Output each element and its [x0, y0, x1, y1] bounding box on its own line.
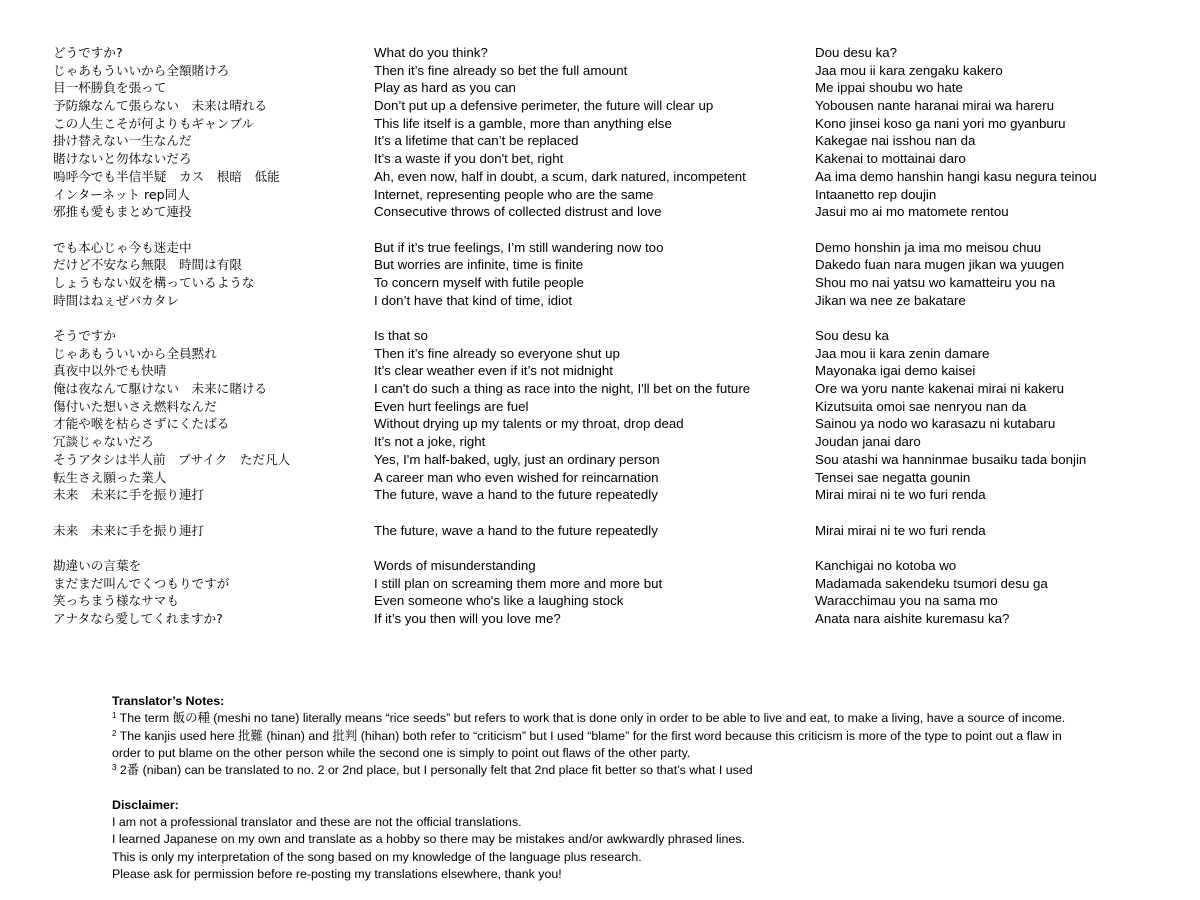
lyric-english: I can't do such a thing as race into the night, I'll bet on the future [374, 381, 751, 397]
disclaimer-line: This is only my interpretation of the song based on my knowledge of the language plus research. [112, 849, 642, 864]
lyric-japanese: 嗚呼今でも半信半疑 カス 根暗 低能 [53, 168, 280, 184]
lyric-japanese: そうアタシは半人前 ブサイク ただ凡人 [53, 451, 291, 467]
lyric-row [0, 132, 1200, 150]
lyric-english: The future, wave a hand to the future repeatedly [374, 487, 658, 503]
lyric-japanese: どうですか? [53, 45, 123, 60]
lyric-english: What do you think? [374, 45, 488, 60]
lyric-english: But worries are infinite, time is finite [374, 257, 584, 273]
lyric-english: This life itself is a gamble, more than anything else [374, 115, 672, 131]
lyric-english: To concern myself with futile people [374, 274, 584, 290]
disclaimer-line: Please ask for permission before re-posting my translations elsewhere, thank you! [112, 866, 562, 881]
lyric-row [0, 433, 1200, 451]
lyric-english: It’s not a joke, right [374, 434, 486, 450]
lyric-row [0, 150, 1200, 168]
lyric-romaji: Kono jinsei koso ga nani yori mo gyanburu [815, 115, 1066, 131]
disclaimer-line: I learned Japanese on my own and translate as a hobby so there may be mistakes and/or awkwardly phrased lines. [112, 832, 745, 847]
lyric-japanese: 時間はねぇぜバカタレ [53, 292, 179, 308]
lyric-japanese: まだまだ叫んでくつもりですが [53, 575, 230, 591]
lyric-romaji: Jasui mo ai mo matomete rentou [815, 204, 1009, 220]
lyric-romaji: Mirai mirai ni te wo furi renda [815, 522, 986, 538]
stanza-gap [0, 309, 1200, 327]
lyric-romaji: Yobousen nante haranai mirai wa hareru [815, 98, 1055, 114]
lyric-romaji: Kakegae nai isshou nan da [815, 133, 976, 149]
lyric-row [0, 274, 1200, 292]
translator-notes-heading: Translator’s Notes: [112, 694, 225, 708]
lyric-english: Then it’s fine already so bet the full amount [374, 62, 628, 78]
lyric-romaji: Jaa mou ii kara zenin damare [815, 345, 990, 361]
lyric-english: Even someone who's like a laughing stock [374, 593, 624, 609]
lyric-romaji: Mirai mirai ni te wo furi renda [815, 487, 986, 503]
lyric-japanese: 転生さえ願った業人 [53, 469, 167, 485]
note-marker: 2 [112, 728, 117, 738]
lyric-row [0, 186, 1200, 204]
lyric-row [0, 239, 1200, 257]
lyric-japanese: そうですか [53, 328, 116, 343]
lyric-japanese: 笑っちまう様なサマも [53, 593, 179, 609]
lyric-romaji: Joudan janai daro [815, 434, 921, 450]
lyric-english: It’s a waste if you don't bet, right [374, 151, 564, 167]
lyric-english: It’s a lifetime that can’t be replaced [374, 133, 579, 149]
lyric-japanese: 傷付いた想いさえ燃料なんだ [53, 398, 217, 414]
lyric-row [0, 62, 1200, 80]
lyric-row [0, 345, 1200, 363]
lyric-romaji: Jikan wa nee ze bakatare [815, 292, 966, 308]
notes-section [112, 693, 1087, 883]
lyric-japanese: だけど不安なら無限 時間は有限 [53, 257, 242, 273]
lyric-row [0, 97, 1200, 115]
lyric-row [0, 292, 1200, 310]
lyric-romaji: Aa ima demo hanshin hangi kasu negura teinou [815, 168, 1097, 184]
lyric-romaji: Intaanetto rep doujin [815, 186, 937, 202]
lyric-row [0, 557, 1200, 575]
disclaimer-line: I am not a professional translator and these are not the official translations. [112, 815, 522, 830]
lyric-english: But if it’s true feelings, I’m still wandering now too [374, 239, 664, 255]
lyric-english: Then it’s fine already so everyone shut up [374, 345, 620, 361]
lyric-japanese: しょうもない奴を構っているような [53, 274, 255, 290]
lyric-romaji: Sou atashi wa hanninmae busaiku tada bonjin [815, 451, 1087, 467]
lyric-row [0, 168, 1200, 186]
lyric-romaji: Me ippai shoubu wo hate [815, 80, 963, 96]
lyric-row [0, 115, 1200, 133]
lyric-romaji: Sainou ya nodo wo karasazu ni kutabaru [815, 416, 1056, 432]
disclaimer-heading: Disclaimer: [112, 797, 179, 812]
lyric-row [0, 398, 1200, 416]
lyric-japanese: 未来 未来に手を振り連打 [53, 487, 205, 503]
lyric-romaji: Dou desu ka? [815, 45, 898, 60]
lyric-english: It’s clear weather even if it’s not midnight [374, 363, 613, 379]
lyric-english: I still plan on screaming them more and more but [374, 575, 663, 591]
lyric-japanese: じゃあもういいから全員黙れ [53, 345, 217, 361]
lyric-japanese: 冗談じゃないだろ [53, 434, 154, 450]
note-1 [112, 710, 1087, 727]
lyric-row [0, 256, 1200, 274]
lyric-japanese: 真夜中以外でも快晴 [53, 363, 167, 379]
lyric-english: If it’s you then will you love me? [374, 611, 561, 626]
lyric-japanese: 目一杯勝負を張って [53, 80, 167, 96]
lyric-row [0, 486, 1200, 504]
lyric-japanese: 予防線なんて張らない 未来は晴れる [53, 98, 268, 114]
lyric-romaji: Anata nara aishite kuremasu ka? [815, 611, 1010, 626]
lyric-row [0, 522, 1200, 540]
lyric-romaji: Madamada sakendeku tsumori desu ga [815, 575, 1048, 591]
lyric-english: Words of misunderstanding [374, 557, 536, 573]
note-marker: 1 [112, 711, 117, 721]
lyric-english: The future, wave a hand to the future repeatedly [374, 522, 658, 538]
lyric-romaji: Mayonaka igai demo kaisei [815, 363, 976, 379]
lyric-japanese: 才能や喉を枯らさずにくたばる [53, 416, 230, 432]
lyric-japanese: じゃあもういいから全額賭けろ [53, 62, 230, 78]
lyric-japanese: 俺は夜なんて駆けない 未来に賭ける [53, 381, 268, 397]
lyrics-table [0, 44, 1200, 628]
lyric-english: Internet, representing people who are the same [374, 186, 654, 202]
note-3 [112, 762, 1087, 779]
lyric-japanese: アナタなら愛してくれますか? [53, 611, 223, 626]
lyric-romaji: Waracchimau you na sama mo [815, 593, 998, 609]
lyric-row [0, 592, 1200, 610]
lyric-row [0, 575, 1200, 593]
lyric-romaji: Shou mo nai yatsu wo kamatteiru you na [815, 274, 1056, 290]
lyric-english: Ah, even now, half in doubt, a scum, dark natured, incompetent [374, 168, 746, 184]
lyric-romaji: Sou desu ka [815, 328, 889, 343]
lyric-romaji: Demo honshin ja ima mo meisou chuu [815, 239, 1042, 255]
lyric-english: Consecutive throws of collected distrust and love [374, 204, 662, 220]
lyric-japanese: 賭けないと勿体ないだろ [53, 151, 192, 167]
note-2 [112, 728, 1087, 763]
lyric-japanese: 掛け替えない一生なんだ [53, 133, 192, 149]
lyric-row [0, 203, 1200, 221]
lyric-japanese: でも本心じゃ今も迷走中 [53, 239, 192, 255]
lyric-english: Even hurt feelings are fuel [374, 398, 529, 414]
lyric-romaji: Tensei sae negatta gounin [815, 469, 971, 485]
lyric-english: A career man who even wished for reincarnation [374, 469, 659, 485]
lyric-english: I don’t have that kind of time, idiot [374, 292, 573, 308]
lyric-romaji: Kakenai to mottainai daro [815, 151, 966, 167]
note-text: The term 飯の種 (meshi no tane) literally means “rice seeds” but refers to work that is done only in order to be able to live and eat, to make a living, have a source of income. [119, 711, 1066, 726]
lyric-row [0, 44, 1200, 62]
lyric-japanese: インターネット rep同人 [53, 186, 190, 202]
stanza-gap [0, 504, 1200, 522]
lyric-english: Without drying up my talents or my throat, drop dead [374, 416, 684, 432]
lyric-romaji: Ore wa yoru nante kakenai mirai ni kakeru [815, 381, 1065, 397]
lyric-japanese: この人生こそが何よりもギャンブル [53, 115, 254, 131]
lyric-romaji: Kanchigai no kotoba wo [815, 557, 957, 573]
lyric-japanese: 勘違いの言葉を [53, 557, 142, 573]
note-marker: 3 [112, 763, 117, 773]
lyric-row [0, 610, 1200, 628]
stanza-gap [0, 539, 1200, 557]
lyric-row [0, 327, 1200, 345]
note-text: The kanjis used here 批難 (hinan) and 批判 (hihan) both refer to “criticism” but I used “blame” for the first word because this criticism is more of the type to point out a flaw in order to put blame on the other person while the second one is simply to point out flaws of the other party. [112, 728, 1062, 760]
lyric-romaji: Kizutsuita omoi sae nenryou nan da [815, 398, 1027, 414]
lyric-row [0, 79, 1200, 97]
lyric-romaji: Dakedo fuan nara mugen jikan wa yuugen [815, 257, 1065, 273]
lyric-row [0, 380, 1200, 398]
lyric-row [0, 415, 1200, 433]
lyric-row [0, 362, 1200, 380]
lyric-english: Yes, I'm half-baked, ugly, just an ordinary person [374, 451, 660, 467]
lyric-japanese: 未来 未来に手を振り連打 [53, 522, 205, 538]
note-text: 2番 (niban) can be translated to no. 2 or 2nd place, but I personally felt that 2nd place fit better so that’s what I used [119, 763, 753, 778]
lyric-romaji: Jaa mou ii kara zengaku kakero [815, 62, 1003, 78]
lyric-english: Don’t put up a defensive perimeter, the future will clear up [374, 98, 714, 114]
lyric-row [0, 451, 1200, 469]
lyric-english: Is that so [374, 328, 428, 343]
lyric-english: Play as hard as you can [374, 80, 516, 96]
lyric-japanese: 邪推も愛もまとめて連投 [53, 204, 192, 220]
stanza-gap [0, 221, 1200, 239]
lyric-row [0, 469, 1200, 487]
